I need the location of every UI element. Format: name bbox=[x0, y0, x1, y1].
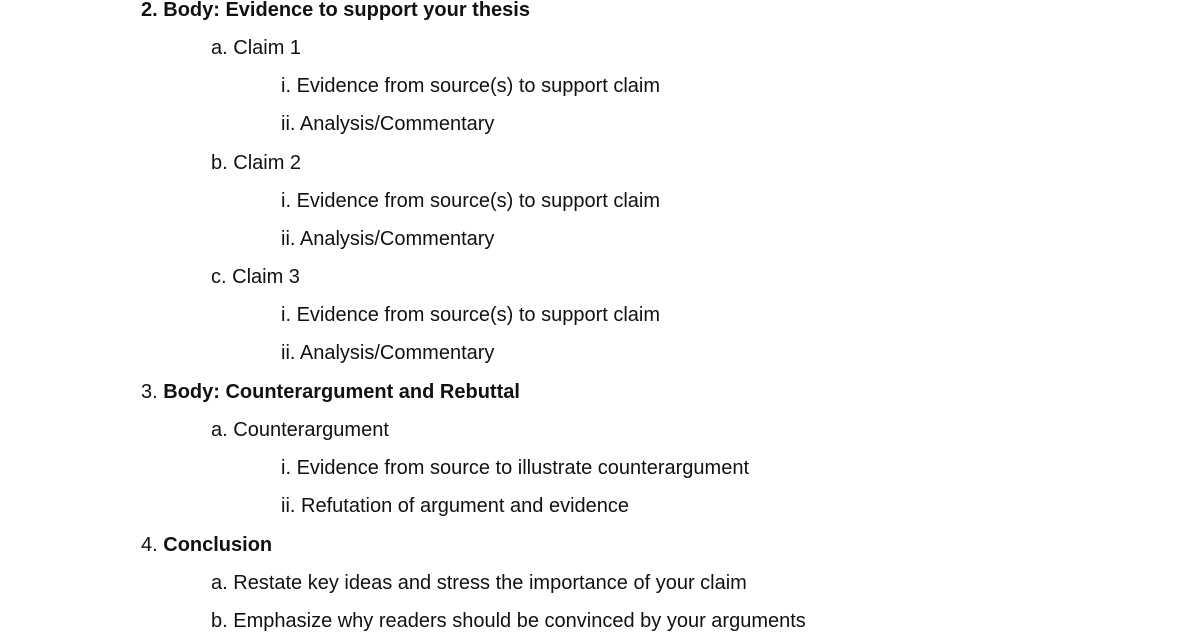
subitem-text: Analysis/Commentary bbox=[299, 342, 495, 364]
list-subitem bbox=[281, 112, 494, 136]
item-text: Restate key ideas and stress the importance of your claim bbox=[233, 572, 747, 594]
list-item bbox=[211, 151, 301, 175]
list-subitem bbox=[281, 341, 494, 365]
list-subitem bbox=[281, 227, 494, 251]
list-item bbox=[211, 609, 806, 633]
item-text: Claim 1 bbox=[233, 37, 302, 59]
section-title: Body: Evidence to support your thesis bbox=[163, 0, 530, 21]
subitem-marker: i. bbox=[281, 304, 291, 326]
item-text: Emphasize why readers should be convinced by your arguments bbox=[233, 610, 806, 632]
subitem-marker: i. bbox=[281, 457, 291, 479]
list-item bbox=[211, 571, 747, 595]
list-item bbox=[211, 36, 301, 60]
list-subitem bbox=[281, 74, 660, 98]
list-subitem bbox=[281, 494, 629, 518]
item-text: Claim 3 bbox=[232, 266, 300, 288]
item-marker: c. bbox=[211, 266, 227, 288]
subitem-marker: ii. bbox=[281, 495, 296, 517]
subitem-text: Evidence from source(s) to support claim bbox=[296, 190, 661, 212]
section-title: Conclusion bbox=[163, 534, 273, 556]
subitem-marker: i. bbox=[281, 190, 291, 212]
subitem-text: Analysis/Commentary bbox=[299, 228, 495, 250]
item-text: Claim 2 bbox=[233, 152, 302, 174]
section-number: 4. bbox=[141, 534, 158, 556]
list-subitem bbox=[281, 189, 660, 213]
item-text: Counterargument bbox=[233, 419, 389, 441]
item-marker: b. bbox=[211, 152, 228, 174]
subitem-marker: ii. bbox=[281, 342, 296, 364]
list-subitem bbox=[281, 456, 749, 480]
item-marker: b. bbox=[211, 610, 228, 632]
section-heading bbox=[141, 533, 272, 557]
item-marker: a. bbox=[211, 572, 228, 594]
section-heading bbox=[141, 0, 530, 22]
section-number: 2. bbox=[141, 0, 158, 21]
subitem-text: Evidence from source to illustrate counterargument bbox=[296, 457, 750, 479]
list-item bbox=[211, 265, 300, 289]
section-heading bbox=[141, 380, 520, 404]
list-item bbox=[211, 418, 389, 442]
subitem-text: Refutation of argument and evidence bbox=[301, 495, 630, 517]
item-marker: a. bbox=[211, 37, 228, 59]
subitem-marker: i. bbox=[281, 75, 291, 97]
list-subitem bbox=[281, 303, 660, 327]
item-marker: a. bbox=[211, 419, 228, 441]
subitem-marker: ii. bbox=[281, 228, 296, 250]
subitem-text: Analysis/Commentary bbox=[299, 113, 495, 135]
subitem-marker: ii. bbox=[281, 113, 296, 135]
subitem-text: Evidence from source(s) to support claim bbox=[296, 75, 661, 97]
subitem-text: Evidence from source(s) to support claim bbox=[296, 304, 661, 326]
section-number: 3. bbox=[141, 381, 158, 403]
section-title: Body: Counterargument and Rebuttal bbox=[163, 381, 520, 403]
